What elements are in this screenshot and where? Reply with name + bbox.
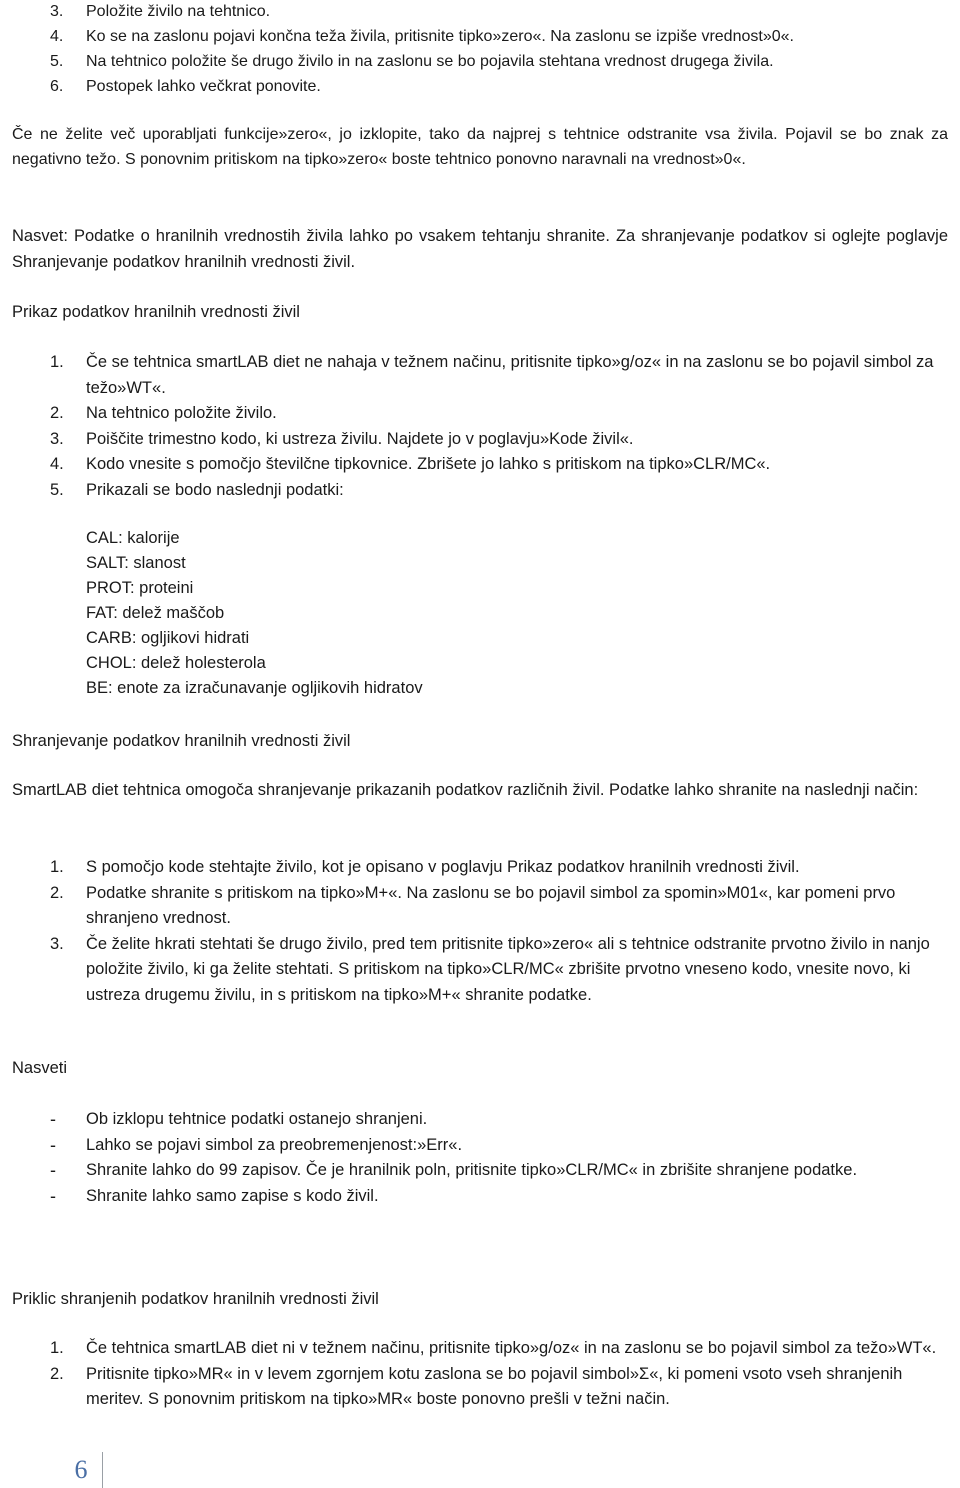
list-item bbox=[12, 881, 952, 932]
zero-note-paragraph: Če ne želite več uporabljati funkcije»zero«, jo izklopite, tako da najprej s tehtnice odstranite vsa živila. Pojavil se bo znak za negativno težo. S ponovnim pritiskom na tipko»zero« boste tehtnico ponovno naravnali na vrednost»0«. bbox=[12, 126, 948, 168]
list-item: SALT: slanost bbox=[86, 554, 186, 572]
list-item: FAT: delež maščob bbox=[86, 604, 225, 622]
recall-steps-list bbox=[12, 1336, 952, 1413]
tip-save-paragraph: Nasvet: Podatke o hranilnih vrednostih živila lahko po vsakem tehtanju shranite. Za shranjevanje podatkov si oglejte poglavje Shranjevanje podatkov hranilnih vrednosti živil. bbox=[12, 227, 948, 271]
list-item bbox=[12, 24, 952, 49]
list-text: Če se tehtnica smartLAB diet ne nahaja v težnem načinu, pritisnite tipko»g/oz« in na zaslonu se bo pojavil simbol za težo»WT«. bbox=[86, 353, 934, 397]
list-item: PROT: proteini bbox=[86, 579, 194, 597]
list-text: Na tehtnico položite še drugo živilo in na zaslonu se bo pojavila stehtana vrednost drugega živila. bbox=[86, 53, 774, 70]
list-text: Shranite lahko samo zapise s kodo živil. bbox=[86, 1186, 379, 1205]
list-item bbox=[12, 478, 952, 504]
list-number: 4. bbox=[50, 455, 64, 473]
list-number: 1. bbox=[50, 1339, 64, 1357]
list-item bbox=[12, 1362, 952, 1413]
list-item bbox=[12, 0, 952, 24]
section-heading-save: Shranjevanje podatkov hranilnih vrednosti živil bbox=[12, 732, 351, 750]
tips-list bbox=[12, 1107, 952, 1209]
bullet-dash: - bbox=[50, 1109, 56, 1129]
bullet-dash: - bbox=[50, 1134, 56, 1155]
page-number: 6 bbox=[60, 1452, 103, 1488]
list-text: Postopek lahko večkrat ponovite. bbox=[86, 78, 321, 95]
list-item bbox=[12, 1158, 952, 1184]
steps-top-list bbox=[12, 0, 952, 99]
list-text: Pritisnite tipko»MR« in v levem zgornjem kotu zaslona se bo pojavil simbol»Σ«, ki pomeni vsoto vseh shranjenih meritev. S ponovnim pritiskom na tipko»MR« boste ponovno prešli v težni način. bbox=[86, 1364, 903, 1408]
list-number: 2. bbox=[50, 1364, 64, 1383]
list-item: CHOL: delež holesterola bbox=[86, 654, 266, 672]
section-heading-recall: Priklic shranjenih podatkov hranilnih vrednosti živil bbox=[12, 1290, 379, 1308]
section-heading-tips: Nasveti bbox=[12, 1059, 68, 1077]
list-text: Ob izklopu tehtnice podatki ostanejo shranjeni. bbox=[86, 1110, 428, 1128]
section-heading-display: Prikaz podatkov hranilnih vrednosti živil bbox=[12, 303, 300, 321]
list-item bbox=[12, 1107, 952, 1133]
list-text: Lahko se pojavi simbol za preobremenjenost:»Err«. bbox=[86, 1135, 463, 1154]
list-text: Kodo vnesite s pomočjo številčne tipkovnice. Zbrišete jo lahko s pritiskom na tipko»CLR/MC«. bbox=[86, 455, 771, 473]
bullet-dash: - bbox=[50, 1160, 56, 1180]
save-steps-list bbox=[12, 855, 952, 1008]
list-text: Shranite lahko do 99 zapisov. Če je hranilnik poln, pritisnite tipko»CLR/MC« in zbrišite shranjene podatke. bbox=[86, 1161, 858, 1179]
nutrient-code-list bbox=[86, 526, 423, 701]
list-number: 6. bbox=[50, 78, 64, 95]
list-item bbox=[12, 932, 952, 1009]
list-number: 5. bbox=[50, 53, 64, 70]
list-text: Če želite hkrati stehtati še drugo živilo, pred tem pritisnite tipko»zero« ali s tehtnice odstranite prvotno živilo in nanjo položite živilo, ki ga želite stehtati. S pritiskom na tipko»CLR/MC« zbrišite prvotno vneseno kodo, vnesite novo, ki ustreza drugemu živilu, in s pritiskom na tipko»M+« shranite podatke. bbox=[86, 934, 930, 1004]
save-intro-paragraph: SmartLAB diet tehtnica omogoča shranjevanje prikazanih podatkov različnih živil. Podatke lahko shranite na naslednji način: bbox=[12, 781, 919, 799]
list-item bbox=[12, 74, 952, 99]
bullet-dash: - bbox=[50, 1185, 56, 1206]
list-number: 3. bbox=[50, 429, 64, 448]
list-item bbox=[12, 1184, 952, 1210]
list-item bbox=[12, 401, 952, 427]
list-text: Prikazali se bodo naslednji podatki: bbox=[86, 480, 344, 499]
list-text: Podatke shranite s pritiskom na tipko»M+«. Na zaslonu se bo pojavil simbol za spomin»M01«, kar pomeni prvo shranjeno vrednost. bbox=[86, 883, 896, 927]
list-item bbox=[12, 452, 952, 478]
list-text: Položite živilo na tehtnico. bbox=[86, 3, 271, 20]
list-text: Poiščite trimestno kodo, ki ustreza živilu. Najdete jo v poglavju»Kode živil«. bbox=[86, 429, 634, 448]
list-number: 2. bbox=[50, 404, 64, 422]
list-number: 5. bbox=[50, 480, 64, 499]
list-text: Na tehtnico položite živilo. bbox=[86, 404, 277, 422]
list-number: 1. bbox=[50, 858, 64, 876]
list-item bbox=[12, 1133, 952, 1159]
list-item: CARB: ogljikovi hidrati bbox=[86, 629, 250, 647]
list-number: 1. bbox=[50, 353, 64, 371]
list-number: 2. bbox=[50, 883, 64, 902]
list-text: Ko se na zaslonu pojavi končna teža živila, pritisnite tipko»zero«. Na zaslonu se izpiše vrednost»0«. bbox=[86, 28, 794, 45]
list-item bbox=[12, 427, 952, 453]
list-item bbox=[12, 1336, 952, 1362]
list-number: 4. bbox=[50, 28, 64, 45]
display-steps-list bbox=[12, 350, 952, 503]
list-text: S pomočjo kode stehtajte živilo, kot je opisano v poglavju Prikaz podatkov hranilnih vrednosti živil. bbox=[86, 858, 800, 876]
list-item: BE: enote za izračunavanje ogljikovih hidratov bbox=[86, 679, 423, 697]
list-number: 3. bbox=[50, 3, 64, 20]
list-number: 3. bbox=[50, 934, 64, 953]
list-item: CAL: kalorije bbox=[86, 529, 180, 547]
list-item bbox=[12, 350, 952, 401]
list-item bbox=[12, 855, 952, 881]
list-text: Če tehtnica smartLAB diet ni v težnem načinu, pritisnite tipko»g/oz« in na zaslonu se bo pojavil simbol za težo»WT«. bbox=[86, 1339, 937, 1357]
list-item bbox=[12, 49, 952, 74]
